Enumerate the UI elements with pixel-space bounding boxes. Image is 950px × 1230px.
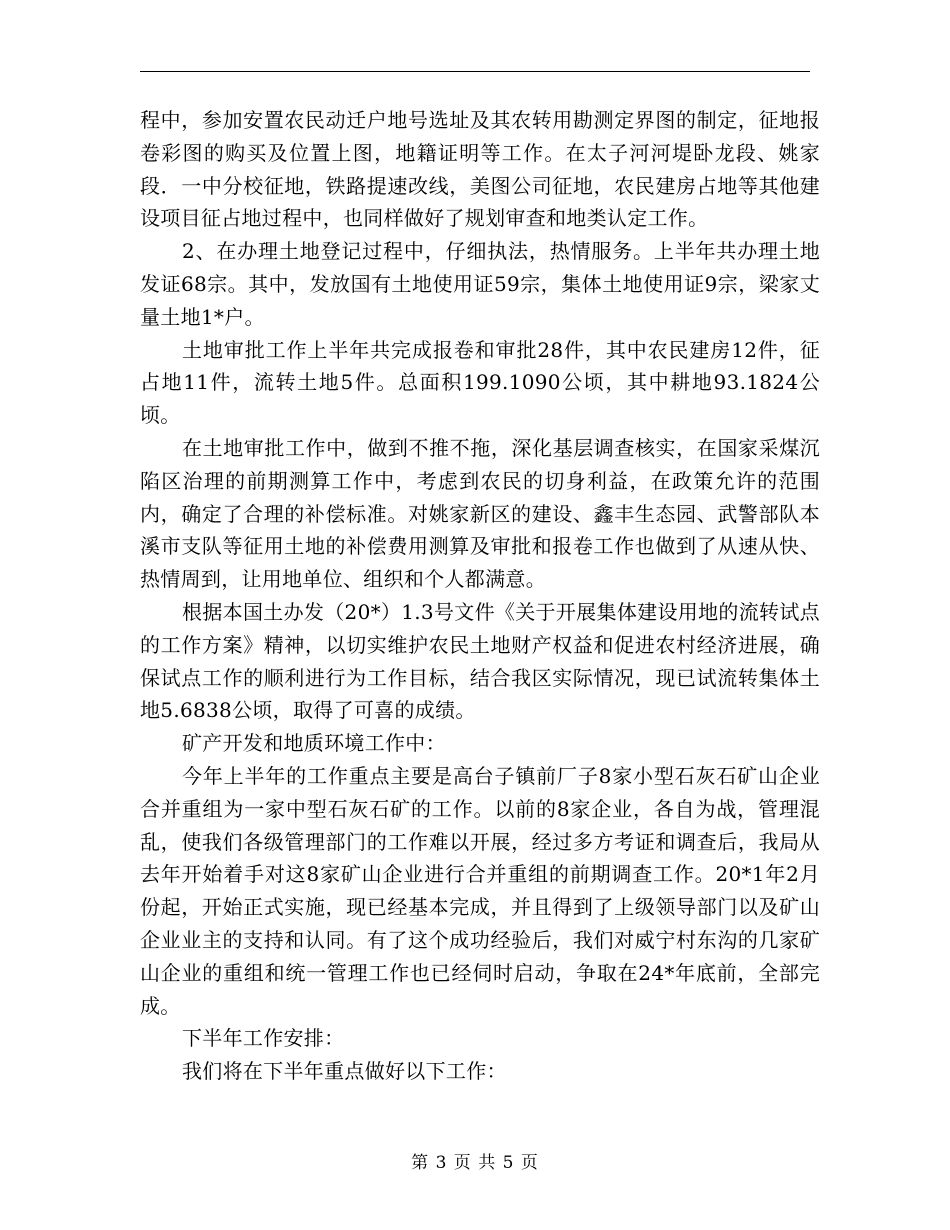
section-heading: 下半年工作安排：: [182, 1026, 345, 1051]
header-rule: [140, 71, 810, 72]
page-footer: 第 3 页 共 5 页: [411, 1153, 539, 1173]
paragraph: 我们将在下半年重点做好以下工作：: [182, 1059, 507, 1084]
paragraph: 今年上半年的工作重点主要是高台子镇前厂子8家小型石灰石矿山企业合并重组为一家中型石灰石矿的工作。以前的8家企业，各自为战，管理混乱，使我们各级管理部门的工作难以开展，经过多方考证和调查后，我局从去年开始着手对这8家矿山企业进行合并重组的前期调查工作。20*1年2月份起，开始正式实施，现已经基本完成，并且得到了上级领导部门以及矿山企业业主的支持和认同。有了这个成功经验后，我们对威宁村东沟的几家矿山企业的重组和统一管理工作也已经伺时启动，争取在24*年底前，全部完成。: [140, 763, 820, 1018]
paragraph: 土地审批工作上半年共完成报卷和审批28件，其中农民建房12件，征占地11件，流转土地5件。总面积199.1090公顷，其中耕地93.1824公顷。: [140, 337, 820, 428]
paragraph: 根据本国土办发（20*）1.3号文件《关于开展集体建设用地的流转试点的工作方案》精神，以切实维护农民土地财产权益和促进农村经济进展，确保试点工作的顺利进行为工作目标，结合我区实际情况，现已试流转集体土地5.6838公顷，取得了可喜的成绩。: [140, 599, 820, 723]
body-text: [140, 104, 820, 1088]
paragraph: 在土地审批工作中，做到不推不拖，深化基层调查核实，在国家采煤沉陷区治理的前期测算工作中，考虑到农民的切身利益，在政策允许的范围内，确定了合理的补偿标准。对姚家新区的建设、鑫丰生态园、武警部队本溪市支队等征用土地的补偿费用测算及审批和报卷工作也做到了从速从快、热情周到，让用地单位、组织和个人都满意。: [140, 435, 820, 592]
paragraph: 2、在办理土地登记过程中，仔细执法，热情服务。上半年共办理土地发证68宗。其中，发放国有土地使用证59宗，集体土地使用证9宗，梁家丈量土地1*户。: [140, 239, 820, 329]
paragraph: 程中，参加安置农民动迁户地号选址及其农转用勘测定界图的制定，征地报卷彩图的购买及位置上图，地籍证明等工作。在太子河河堤卧龙段、姚家段．一中分校征地，铁路提速改线，美图公司征地，农民建房占地等其他建设项目征占地过程中，也同样做好了规划审查和地类认定工作。: [140, 108, 820, 231]
section-heading: 矿产开发和地质环境工作中：: [182, 731, 446, 756]
